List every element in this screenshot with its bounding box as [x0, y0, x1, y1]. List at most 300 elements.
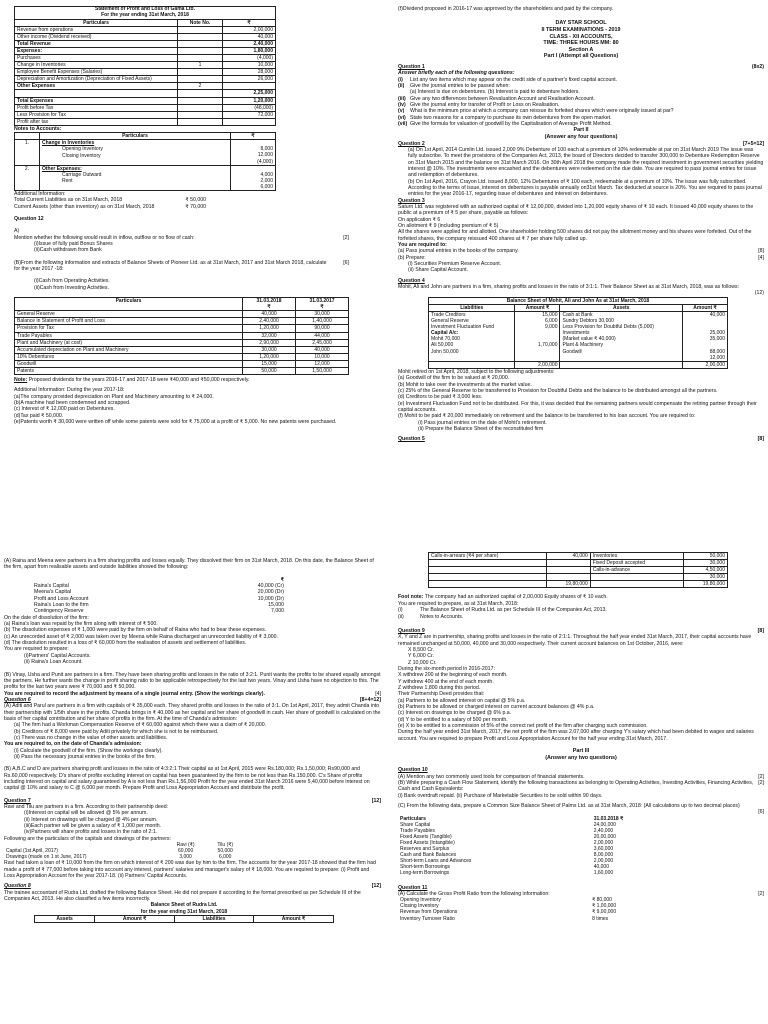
bs-2017: 10,000: [296, 353, 349, 360]
q1-item-key: (iv): [398, 101, 406, 108]
q6a-item: (a) The firm had a Workman Compensation Reserve of ₹ 60,000 against which there was a claim of ₹ 20,000.: [14, 722, 267, 729]
q9-bal-y: Y 6,000 Cr.: [408, 653, 434, 660]
note-head: Other Expenses:: [42, 165, 82, 172]
notes-table: [14, 132, 276, 191]
q12b-item-1: (i)Cash from Operating Activities.: [34, 278, 110, 285]
q3-part-b: (b) Prepare:: [398, 254, 426, 261]
addl-value: ₹ 70,000: [185, 203, 206, 210]
q12-part-a: [14, 228, 349, 291]
bs-2018: 40,000: [243, 311, 296, 318]
q8-cont-cell: [429, 574, 547, 581]
q4-col-amount-2: Amount ₹: [683, 304, 728, 311]
q7-item: (i)Interest on capital will be allowed @ 5% per annum.: [24, 810, 148, 817]
pl-row: [15, 118, 276, 125]
pl-particular: Expenses:: [15, 47, 178, 54]
q8-cont-cell: Fixed Deposit accepted: [590, 560, 683, 567]
note-value: (4,000): [257, 158, 273, 165]
q4-col-liabilities: Liabilities: [429, 304, 515, 311]
q8-continued-table: [428, 552, 728, 588]
pl-row: [15, 33, 276, 40]
q9-line: (c) Interest on drawings to be charged @ 6% p.a.: [398, 710, 512, 717]
pl-note: [178, 97, 223, 104]
q7-marks: [12]: [371, 797, 381, 804]
qa-item-label: Raina's Capital: [34, 583, 69, 590]
addl2-item: (a)The company provided depreciation on Plant and Machinery amounting to ₹ 24,000.: [14, 393, 214, 400]
page-bottom-right: [398, 552, 764, 1024]
q10c-particular: Share Capital: [400, 821, 431, 828]
pioneer-balance-sheet-table: [14, 297, 349, 375]
pl-amount: (4,000): [223, 54, 276, 61]
q4-liability: Investment Fluctuation Fund: [431, 324, 495, 331]
q3-part-a-marks: [8]: [758, 248, 764, 255]
pl-amount: 1,20,000: [223, 97, 276, 104]
q1-instruction: Answer briefly each of the following questions:: [398, 70, 515, 77]
q6-marks: [8+4=12]: [359, 696, 381, 703]
page-bottom-left: [4, 552, 381, 1024]
qa-item-value: 7,000: [271, 608, 284, 615]
q10c-table: [398, 816, 678, 877]
q4-adjustment: (d) Creditors to be paid ₹ 3,000 less.: [398, 394, 483, 401]
q10c-col-particulars: Particulars: [400, 815, 426, 822]
q7-capitals-table: [4, 842, 244, 860]
bs-2017: 40,000: [296, 346, 349, 353]
bs-2018: 1,20,000: [243, 325, 296, 332]
foot-text: The company had an authorized capital of 2,00,000 Equity shares of ₹ 10 each.: [424, 594, 608, 601]
note-values: [231, 165, 276, 190]
bs-2018: 32,000: [243, 332, 296, 339]
pl-subtitle: For the year ending 31st March, 2018: [101, 11, 189, 18]
q4-asset-amount: 35,000: [709, 336, 725, 343]
q7-col-tilu: Tilu (₹): [217, 842, 234, 849]
pl-title: Statement of Profit and Loss of Gama Ltd.: [94, 6, 195, 12]
q10c-amount: 2,40,000: [593, 827, 614, 834]
pl-note: [178, 33, 223, 40]
q8-cont-cell: 40,000: [546, 553, 590, 560]
q3-b-item-1: (i) Securities Premium Reserve Account.: [408, 261, 502, 268]
pl-amount: 2,25,000: [223, 90, 276, 97]
addl-text: Total Current Liabilities as on 31st March, 2018: [14, 197, 123, 204]
notes-section: [14, 126, 276, 191]
pl-particular: Total Revenue: [15, 40, 178, 47]
q4-liability: General Reserve: [431, 318, 469, 325]
qa-after-line: (a) Raina's loan was repaid by the firm along with interest of ₹ 500.: [4, 621, 158, 628]
q8-cont-cell: [429, 581, 547, 588]
qa-items: [34, 577, 284, 615]
pl-note: [178, 76, 223, 83]
page-top-right: [398, 6, 764, 538]
exam-name: II TERM EXAMINATIONS - 2019: [541, 26, 621, 33]
q1-item-key: (iii): [398, 95, 406, 102]
section-a: Section A: [568, 46, 594, 53]
pl-amount: 40,000: [223, 33, 276, 40]
q8-cont-cell: [546, 560, 590, 567]
pl-particular: Profit after tax: [15, 118, 178, 125]
note-line: Rent: [62, 177, 73, 184]
pl-note: [178, 47, 223, 54]
note-no: 1.: [15, 140, 40, 165]
pl-amount: 2,00,000: [223, 26, 276, 33]
qa-text: Raina and Meena were partners in a firm sharing profits and losses equally. They dissolved their firm on 31st March, 2018. On this date, the Balance Sheet of the firm, apart from realisable assets and outside liabilities showed the following:: [4, 558, 374, 571]
exam-header: [398, 20, 764, 60]
bs-2017: 44,000: [296, 332, 349, 339]
q7-item: (iv)Partners will share profits and losses in the ratio of 2:1.: [24, 829, 158, 836]
pl-row: [15, 47, 276, 54]
q4-asset: Plant & Machinery: [562, 342, 604, 349]
q10c-particular: Long-term Borrowings: [400, 870, 450, 877]
q12a-label: A): [14, 228, 20, 235]
q4-total-1: 2,00,000: [515, 361, 560, 368]
pl-amount: [223, 83, 276, 90]
q10c-marks: [6]: [758, 809, 764, 816]
bs-2018: 30,000: [243, 346, 296, 353]
pl-col-0: Particulars: [15, 19, 178, 26]
q8-bs-title: Balance Sheet of Rudra Ltd.: [150, 902, 218, 909]
q1-item-key: (vi): [398, 114, 406, 121]
q7-heading: Question 7: [4, 797, 31, 804]
q10-item-text: (i) Bank overdraft repaid. (ii) Purchase of Marketable Securities to be sold within 90 days.: [398, 792, 603, 799]
q7-label: Drawings (made on 1 st June, 2017): [6, 854, 87, 861]
q1-heading: Question 1: [398, 63, 425, 70]
q8-cont-row: [429, 567, 728, 574]
class-name: CLASS - XII ACCOUNTS,: [549, 33, 613, 40]
bs-2018: 2,40,000: [243, 318, 296, 325]
q10c-particular: Reserves and Surplus: [400, 846, 450, 853]
q4-col-assets: Assets: [560, 304, 683, 311]
q8-marks: [12]: [371, 883, 381, 890]
pl-note: [178, 104, 223, 111]
q1-item-key: (v): [398, 108, 405, 115]
q7-after: Ravi had taken a loan of ₹ 10,000 from the firm on which interest of ₹ 200 was due by him to the firm. The accounts for the year 2017-18 showed that the firm had made a profit of ₹ 77,000 before taking into account any interest, partners' salaries and manager's salary of ₹ 18,000. You are required to prepare: (i) Profit and Loss Appropriation Account for the year 2017-18. (ii) Partners' Capital Accounts.: [4, 860, 376, 880]
q4-adjustment: (a) Goodwill of the firm to be valued at ₹ 20,000.: [398, 375, 510, 382]
q8-cont-cell: 30,000: [683, 560, 727, 567]
q10-heading: Question 10: [398, 767, 428, 774]
pl-particular: Profit before Tax: [15, 104, 178, 111]
note-value: 4,000: [260, 171, 273, 178]
q12a-marks: [2]: [343, 234, 349, 241]
bs-particular: Plant and Machinery (at cost): [15, 339, 243, 346]
q7-label: Capital (1st April, 2017): [6, 848, 58, 855]
school-name: DAY STAR SCHOOL: [555, 20, 607, 27]
q9-line: (a) Partners to be allowed interest on capital @ 5% p.a.: [398, 697, 526, 704]
bs-row: [15, 353, 349, 360]
q7-ravi: 3,000: [179, 854, 192, 861]
bs-particular: Provision for Tax: [15, 325, 243, 332]
q12b-item-2: (ii)Cash from Investing Activities.: [34, 284, 109, 291]
addl2-item: (b)A machine had been condemned and scrapped.: [14, 400, 131, 407]
q4-adjustment: (b) Mohit to take over the investments at the market value.: [398, 381, 532, 388]
bs-particular: Trade Payables: [15, 332, 243, 339]
q4-asset: Investments: [562, 330, 590, 337]
bs-row: [15, 325, 349, 332]
q7-col-ravi: Ravi (₹): [176, 842, 195, 849]
q7-tilu: 50,000: [217, 848, 233, 855]
pl-note: [178, 111, 223, 118]
q9-bal-z: Z 10,000 Cr.: [408, 659, 437, 666]
pl-row: [15, 26, 276, 33]
pl-note: 1: [178, 62, 223, 69]
q7-tilu: 6,000: [218, 854, 232, 861]
q8-cont-row: [429, 574, 728, 581]
q4-marks: (12): [754, 290, 764, 297]
bs-2017: 12,000: [296, 360, 349, 367]
bs-2017: 30,000: [296, 311, 349, 318]
q10c-text: (C) From the following data, prepare a Common Size Balance Sheet of Palms Ltd. as at 31st March, 2018: (All calculations up to two decimal places): [398, 802, 740, 809]
q8-cont-cell: [429, 560, 547, 567]
q4-asset-amount: 40,000: [709, 311, 725, 318]
pl-note: [178, 40, 223, 47]
q10-item-marks: [2]: [758, 773, 764, 780]
bs-note-label: Note:: [14, 377, 28, 384]
q9-line: X withdrew 200 at the beginning of each month.: [398, 672, 508, 679]
part-iii: Part III: [572, 748, 590, 755]
qa-item-value: 15,000: [268, 602, 284, 609]
foot-item-text: Notes to Accounts.: [420, 613, 464, 620]
q10c-particular: Trade Payables: [400, 827, 435, 834]
q7-item: (iii)Each partner will be given a salary of ₹ 1,000 per month.: [24, 823, 162, 830]
q8-cont-row: [429, 553, 728, 560]
q8-cont-cell: 30,000: [683, 574, 727, 581]
bs-row: [15, 339, 349, 346]
q4-req-2: (ii) Prepare the Balance Sheet of the reconstituted firm: [418, 425, 544, 432]
pl-note: [178, 69, 223, 76]
q10c-col-amount: 31.03.2018 ₹: [593, 815, 624, 822]
foot-item-text: The Balance Sheet of Rudra Ltd. as per Schedule III of the Companies Act, 2013.: [420, 607, 607, 614]
bs-note-text: Proposed dividends for the years 2016-17 and 2017-18 were ₹40,000 and ₹50,000 respectively.: [28, 377, 250, 384]
pl-particular: Depreciation and Amortization (Depreciation of Fixed Assets): [15, 76, 178, 83]
pl-particular: Change in Inventories: [15, 62, 178, 69]
q4-liability-amount: [517, 349, 557, 355]
q10c-amount: 24,00,000: [593, 821, 616, 828]
q8-cont-cell: [590, 574, 683, 581]
q10-item-marks: [2]: [758, 779, 764, 786]
q4-heading: Question 4: [398, 277, 425, 284]
qa-item-label: Profit and Loss Account: [34, 595, 89, 602]
pl-particular: Other income (Dividend received): [15, 33, 178, 40]
q11-value: 8 times: [592, 915, 609, 922]
q4-after: Mohit retired on 1st April, 2018, subject to the following adjustments:: [398, 368, 555, 375]
bs-2018: 15,000: [243, 360, 296, 367]
q8-cont-cell: 19,80,000: [683, 581, 727, 588]
q6-heading: Question 6: [4, 696, 31, 703]
qa-prep-2: (ii) Raina's Loan Account.: [24, 659, 83, 666]
q10c-amount: 3,60,000: [593, 846, 614, 853]
part-ii: Part II: [573, 127, 589, 134]
q10c-particular: Fixed Assets (Intangible): [400, 840, 455, 846]
qb-required: You are required to record the adjustment by means of a single journal entry. (Show the workings clearly).: [4, 690, 265, 697]
bs-col-2017: 31.03.2017 ₹: [296, 298, 349, 311]
pl-col-2: ₹: [223, 19, 276, 26]
pl-row: [15, 111, 276, 118]
q6a-req-2: (ii) Pass the necessary journal entries in the books of the firm.: [14, 753, 156, 760]
pl-row: [15, 83, 276, 90]
bs-particular: Balance in Statement of Profit and Loss: [15, 318, 243, 325]
q4-total-2: 2,00,000: [683, 361, 728, 368]
bs-row: [15, 346, 349, 353]
pl-amount: 28,000: [223, 69, 276, 76]
q11-heading: Question 11: [398, 884, 428, 891]
q12a-item-1: (i)Issue of fully paid Bonus Shares: [34, 240, 113, 247]
q4-liability: Trade Creditors: [431, 311, 466, 318]
q4-asset: Cash at Bank: [562, 311, 593, 318]
q1-item-key: (ii): [398, 82, 405, 89]
note-line: Opening Inventory: [62, 146, 103, 153]
note-row: [15, 165, 276, 190]
q7-follow: Following are the particulars of the capitals and drawings of the partners:: [4, 835, 171, 842]
q1-item-text: What is the minimum price at which a company can reissue its forfeited shares which were originally issued at par?: [410, 108, 674, 115]
pl-amount: 72,000: [223, 111, 276, 118]
qb-marks: [4]: [375, 690, 381, 697]
q11-table: [398, 897, 678, 921]
q11-row: [398, 916, 678, 922]
q4-asset: Sundry Debtors 30,000: [562, 318, 614, 325]
bs-col-particulars: Particulars: [15, 298, 243, 311]
q8-cont-cell: [546, 574, 590, 581]
q10c-particular: Fixed Assets (Tangible): [400, 833, 452, 840]
qa-item-value: 40,000 (Cr): [257, 583, 284, 590]
foot-item-key: (i): [398, 607, 403, 614]
q3-line-3: All the shares were applied for and allotted. One shareholder holding 500 shares did not pay the allotment money and his shares were forfeited. Out of the forfeited shares, the company reissued 400 shares at ₹ 7 per share fully called up.: [398, 229, 752, 242]
q4-text: Mohit, Ali and John are partners in a firm, sharing profits and losses in the ratio of 3:1:1. Their Balance Sheet as at 31st March, 2018, was as follows:: [398, 284, 740, 291]
q8-cont-row: [429, 560, 728, 567]
bs-2018: 2,90,000: [243, 339, 296, 346]
page-top-left: [4, 6, 381, 538]
q12a-text: Mention whether the following would result in inflow, outflow or no flow of cash:: [14, 234, 195, 241]
pl-particular: Less Provision for Tax: [15, 111, 178, 118]
note-head: Change in Inventories: [42, 140, 95, 147]
q12a-item-2: (ii)Cash withdrawn from Bank: [34, 247, 102, 254]
q8-cont-cell: [590, 581, 683, 588]
q8-col-amount-2: Amount ₹: [253, 915, 333, 922]
q3-text: Saturn Ltd. was registered with an authorized capital of ₹ 12,00,000, divided into 1,20,000 equity shares of ₹ 10 each. It issued 40,000 equity shares to the public at a premium of ₹ 5 per share, payable as follows:: [398, 203, 754, 217]
q10c-particular: Short-term Borrowings: [400, 864, 451, 871]
qa-after-line: (c) An unrecorded asset of ₹ 2,000 was taken over by Meena while Raina discharged an unrecorded liability of ₹ 3,000.: [4, 633, 278, 640]
q10c-particular: Cash and Bank Balances: [400, 852, 457, 859]
pl-col-1: Note No.: [178, 19, 223, 26]
q6-part-b: (B) A,B,C and D are partners sharing profit and losses in the ratio of 4:3:2:1 Their capital as at 1st April, 2015 were Rs.180,000; Rs.1,50,000; Rs90,000 and Rs.60,000 respectively. D's share of profits excluding interest on capital has been guaranteed by the firm to be not less than Rs.150,000. C's Share of profits including interest on capital and salary guaranteed by A is not less than Rs.1,56,000 Profit for the year ended 31st March 2016 were 5,40,000 before interest on capital @ 10% and salary to C @ 6,000 per month. Prepare Profit and Loss Appropriation Account and distribute the profit.: [4, 766, 370, 792]
q7-text: Ravi and Tilu are partners in a firm. According to their partnership deed:: [4, 804, 169, 811]
q10c-amount: 8,00,000: [593, 852, 614, 859]
q4-liability: Ali 50,000: [431, 342, 454, 349]
q2-part-a: (a) On 1st April, 2014 Cumlin Ltd. issued 2,000 9% Debenture of 100 each at a premium of 10% redeemable at par on 31st March 2019 The issue was fully subscribe. To meet the provisions of the Companies Act, 2013, the board of Directors decided to transfer 300,000 to Debenture Redemption Reserve on 31st March 2015 and the balance on 31st March 2016. On 30th April 2018 the company made the required investment in government securities yielding interest @ 10%. The investments were encashed and the debentures were redeemed on the due date. You are required to pass journal entries for issue and redemption of debentures.: [408, 146, 764, 179]
q1-item-text: (a) Interest is due on debentures. (b) Interest is paid to debenture holders.: [410, 89, 580, 96]
q4-liability: John 50,000: [431, 348, 459, 355]
q2-marks: [7+5=12]: [742, 140, 764, 147]
foot-item-key: (ii): [398, 613, 404, 620]
q6-part-a: (A) Aditi and Parul are partners in a firm with capitals of ₹ 35,000 each. They shared profits and losses in the ratio of 3:1. On 1st April, 2017, they admit Chanda into their partnership with 1/5th share in the profits. Chanda brings in ₹ 40,000 as her capital and her share of goodwill in cash. Her share of goodwill is calculated on the basis of her capital contribution and her share of profits in the firm. At the time of Chanda's admission:: [4, 703, 381, 722]
q4-adjustment: (c) 25% of the General Reserve to be transferred to Provision for Doubtful Debts and the balance to be distributed amongst all the partners.: [398, 387, 718, 394]
addl-value: ₹ 50,000: [185, 197, 206, 204]
q8-cont-cell: [429, 567, 547, 574]
q8-cont-cell: 19,80,000: [546, 581, 590, 588]
q2-heading: Question 2: [398, 140, 425, 147]
q3-part-a: (a) Pass journal entries in the books of the company.: [398, 248, 519, 255]
q4-asset-amount: 25,000: [709, 330, 725, 337]
bs-2017: 1,40,000: [296, 318, 349, 325]
bs-row: [15, 367, 349, 374]
notes-title: Notes to Accounts:: [14, 125, 62, 132]
qa-after-line: (d) The dissolution resulted in a loss of ₹ 60,000 from the realisation of assets and settlement of liabilities.: [4, 640, 247, 647]
pl-note: [178, 26, 223, 33]
pl-amount: [223, 118, 276, 125]
q1-item-text: Give any two differences between Revaluation Account and Realisation Account.: [410, 95, 596, 102]
pl-particular: Employee Benefit Expenses (Salaries): [15, 69, 178, 76]
pl-particular: Revenue from operations: [15, 26, 178, 33]
part-i: Part I (Attempt all Questions): [543, 53, 619, 60]
q9-line: (d) Y to be entitled to a salary of 500 per month.: [398, 716, 508, 723]
qb-text: (B) Vinay, Usha and Punit are partners in a firm. They have been sharing profits and losses in the ratio of 3:2:1. Punit wants the profits to be shared equally amongst the partners. He further wants the change in profit sharing ratio to be applicable retrospectively for the last two years. Vinay and Usha have no objection to this. The profits for the last two years were ₹ 70,000 and ₹ 50,000.: [4, 671, 381, 691]
q3-heading: Question 3: [398, 197, 425, 204]
pl-row: [15, 69, 276, 76]
bs-row: [15, 318, 349, 325]
q8-heading: Question 8: [4, 883, 31, 890]
note-no: 2.: [15, 165, 40, 190]
time-marks: TIME: THREE HOURS MM: 80: [543, 40, 619, 47]
q4-liability-amount: 6,000: [544, 318, 558, 325]
q9-line: Z withdrew 1,800 during this period.: [398, 684, 481, 691]
q5-marks: [8]: [757, 436, 764, 443]
part-ii-sub: (Answer any four questions): [544, 133, 618, 140]
qa-item-label: Meena's Capital: [34, 589, 72, 596]
qa-after-line: You are required to prepare:: [4, 646, 69, 653]
note-row: [15, 140, 276, 165]
qa-item-label: Contingency Reserve: [34, 608, 84, 615]
notes-col-amount: ₹: [231, 133, 276, 140]
q9-line: Their Partnership Deed provides that:: [398, 691, 485, 698]
qa-item-value: 20,000 (Dr): [257, 589, 284, 596]
bs-particular: Patents: [15, 367, 243, 374]
bs-row: [15, 332, 349, 339]
additional-info: [14, 191, 276, 210]
bs-2017: 1,50,000: [296, 367, 349, 374]
q11-label: Inventory Turnover Ratio: [400, 915, 455, 922]
q3-required: You are required to:: [398, 242, 447, 249]
q1-item-text: Give the formula for valuation of goodwill by the Capitalisation of Average Profit Method.: [410, 121, 612, 127]
addl2-item: (c) Interest of ₹ 12,000 paid on Debentures.: [14, 406, 115, 413]
notes-col-particulars: Particulars: [40, 133, 231, 140]
q11-label: Revenue from Operations: [400, 909, 458, 916]
q11-value: ₹ 80,000: [592, 897, 612, 904]
q1-item-text: State two reasons for a company to purchase its own debentures from the open market.: [410, 114, 612, 121]
q12-heading: Question 12: [14, 215, 44, 222]
q6a-required: You are required to, on the date of Chanda's admission:: [4, 741, 142, 748]
pl-row: [15, 54, 276, 61]
qa-item-label: Raina's Loan to the firm: [34, 602, 89, 609]
note-value: 12,000: [257, 152, 273, 159]
pl-row: [15, 62, 276, 69]
pl-particular: Purchases: [15, 54, 178, 61]
pl-amount: 1,80,000: [223, 47, 276, 54]
addl-text: Current Assets (other than inventory) as on 31st March, 2018: [14, 203, 155, 210]
q7-ravi: 60,000: [177, 848, 194, 855]
q8-col-assets: Assets: [35, 915, 95, 922]
q1-item-key: (i): [398, 76, 403, 83]
q8-cont-row: [429, 581, 728, 588]
q2-part-b: (b) On 1st April, 2016, Crayon Ltd. issued 8,000, 12% Debentures of ₹ 100 each, redeemable at a premium of 10%. The issue was fully subscribed. According to the terms of issue, interest on debentures is payable annually on31st March. Tax deducted at source is 20%. You are required to pass journal entries for the year 2016-17, regarding issue of debentures and interest on debentures.: [408, 178, 762, 198]
qa-after-line: On the date of dissolution of the firm:: [4, 614, 89, 621]
q8-text: The trainee accountant of Rudra Ltd. drafted the following Balance Sheet. He did not prepare it according to the format prescribed as per Schedule III of the Companies Act, 2013. He also classified a few items incorrectly.: [4, 889, 361, 903]
q1-item-text: List any two items which may appear on the credit side of a partner's fixed capital account.: [410, 76, 618, 83]
qa-prep-1: (i)Partners' Capital Accounts.: [24, 652, 91, 659]
bs-2018: 1,20,000: [243, 353, 296, 360]
q8-balance-sheet-table: [34, 902, 334, 922]
q8-bs-sub: for the year ending 31st March, 2018: [140, 908, 228, 915]
pl-particular: Total Expenses: [15, 97, 178, 104]
pl-row: [15, 104, 276, 111]
addl2-item: (d)Tax paid ₹ 50,000.: [14, 412, 64, 419]
q4-asset: Goodwill: [562, 348, 582, 355]
note-particulars: [40, 165, 231, 190]
q9-heading: Question 9: [398, 627, 425, 634]
